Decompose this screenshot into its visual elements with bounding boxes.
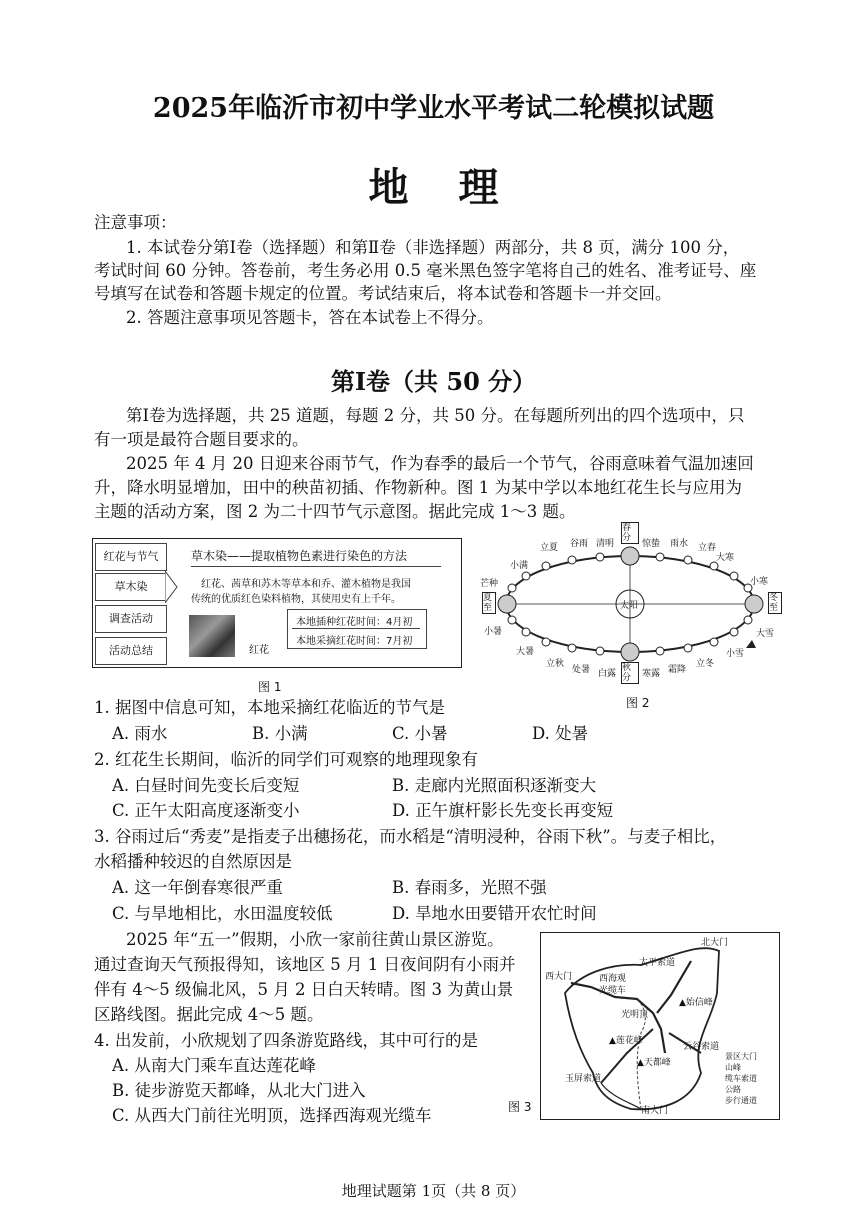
term-yushui: 雨水	[670, 539, 689, 549]
term-hanlu: 寒露	[642, 669, 661, 679]
figure1-heading: 草木染——提取植物色素进行染色的方法	[191, 547, 441, 567]
figure3-map	[540, 932, 780, 1120]
shixin-peak-label: ▲始信峰	[679, 998, 713, 1008]
q4-option-b[interactable]: B. 徒步游览天都峰，从北大门进入	[112, 1081, 366, 1100]
passage1-line2: 升，降水明显增加，田中的秧苗初插、作物新种。图 1 为某中学以本地红花生长与应用为	[94, 478, 742, 497]
term-liqiu: 立秋	[546, 659, 565, 669]
figure1-text-line2: 传统的优质红色染料植物，其使用史有上千年。	[191, 594, 401, 605]
figure2-caption: 图 2	[626, 696, 650, 710]
xihai-label-line2: 光缆车	[599, 986, 627, 996]
term-shuangjiang: 霜降	[668, 665, 687, 675]
safflower-photo	[189, 615, 235, 657]
q1-option-c[interactable]: C. 小暑	[392, 724, 448, 743]
q2-option-a[interactable]: A. 白昼时间先变长后变短	[112, 776, 300, 795]
q3-option-d[interactable]: D. 旱地水田要错开农忙时间	[392, 904, 597, 923]
legend-peak: 山峰	[725, 1063, 741, 1072]
south-gate-label: 南大门	[641, 1106, 669, 1116]
yuping-cableway-label: 玉屏索道	[565, 1074, 602, 1084]
figure1-tab-2: 草木染	[95, 573, 167, 601]
legend-cableway: 缆车索道	[725, 1074, 757, 1083]
term-guyu: 谷雨	[570, 539, 589, 549]
orbit-arrow-icon	[746, 640, 756, 648]
q4-option-c[interactable]: C. 从西大门前往光明顶，选择西海观光缆车	[112, 1106, 432, 1125]
q1-option-b[interactable]: B. 小满	[252, 724, 308, 743]
passage2-line4: 区路线图。据此完成 4～5 题。	[94, 1005, 324, 1024]
term-xiaohan: 小寒	[750, 577, 769, 587]
figure1-image-label: 红花	[249, 645, 269, 656]
q4-stem: 4. 出发前，小欣规划了四条游览路线，其中可行的是	[94, 1031, 478, 1050]
term-jingzhe: 惊蛰	[642, 539, 661, 549]
q1-option-a[interactable]: A. 雨水	[112, 724, 168, 743]
figure3-legend	[725, 1051, 779, 1106]
figure1-plant-time: 本地插种红花时间：4月初	[296, 617, 413, 628]
q3-stem-line2: 水稻播种较迟的自然原因是	[94, 852, 292, 871]
earth-dongzhi-icon	[745, 595, 763, 613]
figure2-solar-terms	[480, 520, 788, 688]
qiufen-label: 秋分	[621, 662, 639, 684]
figure1-caption: 图 1	[258, 680, 282, 694]
passage1-line3: 主题的活动方案，图 2 为二十四节气示意图。据此完成 1～3 题。	[94, 502, 576, 521]
taiping-cableway-label: 太平索道	[639, 958, 676, 968]
figure1-tab-4: 活动总结	[95, 637, 167, 665]
term-dahan: 大寒	[716, 553, 735, 563]
q3-option-a[interactable]: A. 这一年倒春寒很严重	[112, 878, 283, 897]
tiandu-peak-label: ▲天都峰	[637, 1058, 671, 1068]
west-gate-label: 西大门	[545, 972, 573, 982]
notes-item1-line2: 考试时间 60 分钟。答卷前，考生务必用 0.5 毫米黑色签字笔将自己的姓名、准考证号、座	[94, 261, 757, 280]
term-bailu: 白露	[598, 669, 617, 679]
q1-option-d[interactable]: D. 处暑	[532, 724, 589, 743]
notes-heading: 注意事项：	[94, 213, 177, 232]
exam-title: 2025年临沂市初中学业水平考试二轮模拟试题	[152, 93, 715, 124]
q2-option-d[interactable]: D. 正午旗杆影长先变长再变短	[392, 801, 614, 820]
q1-stem: 1. 据图中信息可知，本地采摘红花临近的节气是	[94, 698, 445, 717]
figure1-arrow-icon	[165, 571, 179, 603]
passage2-line2: 通过查询天气预报得知，该地区 5 月 1 日夜间阴有小雨并	[94, 955, 516, 974]
term-lichun: 立春	[698, 543, 717, 553]
page-footer: 地理试题第 1页（共 8 页）	[341, 1182, 526, 1200]
figure1-harvest-time: 本地采摘红花时间：7月初	[296, 636, 413, 647]
section-intro-line1: 第Ⅰ卷为选择题，共 25 道题，每题 2 分，共 50 分。在每题所列出的四个选项中，只	[126, 406, 745, 425]
term-qingming: 清明	[596, 539, 615, 549]
q4-option-a[interactable]: A. 从南大门乘车直达莲花峰	[112, 1056, 316, 1075]
term-xiaoman: 小满	[510, 561, 529, 571]
dongzhi-label: 冬至	[768, 592, 782, 614]
legend-gate: 景区大门	[725, 1052, 757, 1061]
passage2-line1: 2025 年“五一”假期，小欣一家前往黄山景区游览。	[126, 930, 504, 949]
sun-label: 太阳	[620, 601, 639, 611]
q3-option-c[interactable]: C. 与旱地相比，水田温度较低	[112, 904, 333, 923]
legend-footpath: 步行通道	[725, 1096, 757, 1105]
figure1-text-line1: 红花、茜草和苏木等草本和乔、灌木植物是我国	[201, 579, 411, 590]
yungu-cableway-label: 云谷索道	[683, 1042, 720, 1052]
earth-xiazhi-icon	[498, 595, 516, 613]
figure1-frame	[92, 538, 462, 668]
figure1-tab-3: 调查活动	[95, 605, 167, 633]
figure1-tab-1: 红花与节气	[95, 543, 167, 571]
guangmingding-label: 光明顶	[621, 1010, 649, 1020]
earth-chunfen-icon	[621, 547, 639, 565]
section-title: 第Ⅰ卷（共 50 分）	[330, 367, 537, 396]
figure1-time-box	[287, 609, 427, 649]
q2-option-b[interactable]: B. 走廊内光照面积逐渐变大	[392, 776, 597, 795]
term-xiaoxue: 小雪	[726, 649, 745, 659]
notes-item1-line3: 号填写在试卷和答题卡规定的位置。考试结束后，将本试卷和答题卡一并交回。	[94, 284, 672, 303]
lianhua-peak-label: ▲莲花峰	[609, 1036, 643, 1046]
north-gate-label: 北大门	[701, 938, 729, 948]
q2-option-c[interactable]: C. 正午太阳高度逐渐变小	[112, 801, 300, 820]
term-chushu: 处暑	[572, 665, 591, 675]
legend-road: 公路	[725, 1085, 741, 1094]
xihai-label-line1: 西海观	[599, 974, 627, 984]
notes-item2: 2. 答题注意事项见答题卡，答在本试卷上不得分。	[126, 308, 494, 327]
term-dashu: 大暑	[516, 647, 535, 657]
subject-title: 地 理	[368, 164, 517, 211]
passage1-line1: 2025 年 4 月 20 日迎来谷雨节气，作为春季的最后一个节气，谷雨意味着气温加速回	[126, 454, 754, 473]
q3-stem-line1: 3. 谷雨过后“秀麦”是指麦子出穗扬花，而水稻是“清明浸种，谷雨下秋”。与麦子相比，	[94, 827, 727, 846]
term-xiaoshu: 小暑	[484, 627, 503, 637]
q2-stem: 2. 红花生长期间，临沂的同学们可观察的地理现象有	[94, 750, 478, 769]
section-intro-line2: 有一项是最符合题目要求的。	[94, 430, 309, 449]
term-mangzhong: 芒种	[480, 579, 499, 589]
figure3-caption: 图 3	[508, 1100, 532, 1114]
notes-item1-line1: 1. 本试卷分第Ⅰ卷（选择题）和第Ⅱ卷（非选择题）两部分，共 8 页，满分 100 分，	[126, 238, 740, 257]
term-lidong: 立冬	[696, 659, 715, 669]
q3-option-b[interactable]: B. 春雨多，光照不强	[392, 878, 547, 897]
chunfen-label: 春分	[621, 522, 639, 544]
earth-qiufen-icon	[621, 643, 639, 661]
term-daxue: 大雪	[756, 629, 775, 639]
xiazhi-label: 夏至	[482, 592, 496, 614]
term-lixia: 立夏	[540, 543, 559, 553]
passage2-line3: 伴有 4～5 级偏北风，5 月 2 日白天转晴。图 3 为黄山景	[94, 980, 514, 999]
